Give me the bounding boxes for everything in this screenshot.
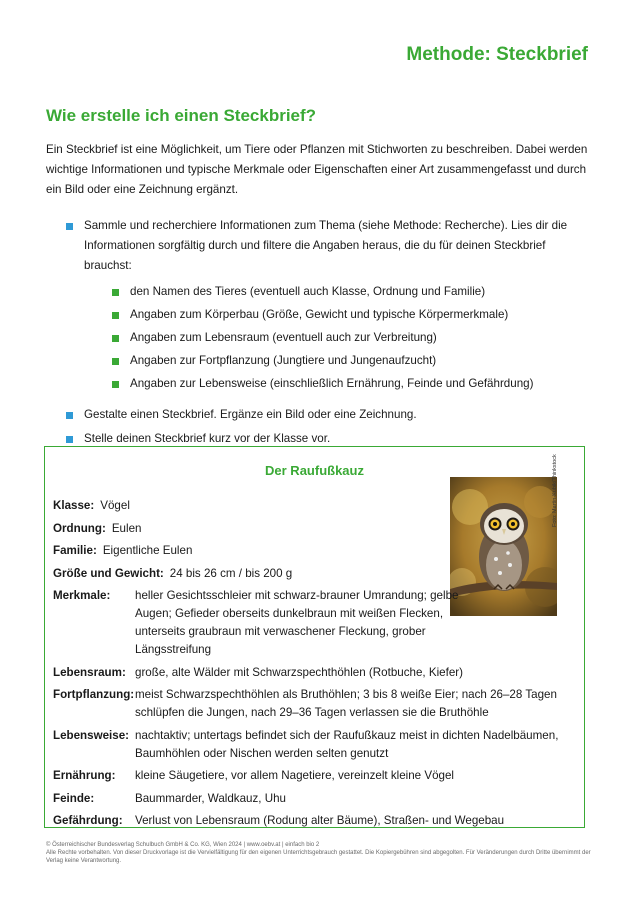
profile-value: Baummarder, Waldkauz, Uhu — [135, 791, 286, 805]
profile-label: Fortpflanzung: — [53, 688, 135, 701]
profile-row — [53, 686, 583, 722]
green-square-bullet-icon — [112, 381, 119, 388]
list-item — [46, 282, 594, 305]
profile-value: Eigentliche Eulen — [102, 544, 193, 557]
steps-list — [46, 216, 594, 449]
profile-label: Ordnung: — [53, 521, 106, 535]
profile-row — [53, 565, 583, 583]
profile-row — [53, 767, 583, 785]
profile-row — [53, 727, 583, 763]
step-text: Sammle und recherchiere Informationen zum Thema (siehe Methode: Recherche). Lies dir die Informationen sorgfältig durch und filtere die Angaben heraus, die du für deinen Steckbrief brauchst: — [84, 219, 568, 272]
footer — [46, 841, 594, 865]
profile-label: Gefährdung: — [53, 814, 123, 827]
profile-value: 24 bis 26 cm / bis 200 g — [169, 566, 293, 580]
list-item — [46, 216, 594, 276]
profile-value: Verlust von Lebensraum (Rodung alter Bäume), Straßen- und Wegebau — [135, 814, 505, 827]
profile-label: Familie: — [53, 544, 97, 557]
step-text: Stelle deinen Steckbrief kurz vor der Klasse vor. — [84, 432, 331, 445]
profile-label: Größe und Gewicht: — [53, 566, 164, 580]
page-header-title: Methode: Steckbrief — [406, 44, 588, 65]
profile-value: Vögel — [100, 499, 130, 512]
green-square-bullet-icon — [112, 312, 119, 319]
profile-value: kleine Säugetiere, vor allem Nagetiere, vereinzelt kleine Vögel — [135, 769, 455, 782]
profile-label: Lebensraum: — [53, 665, 126, 679]
list-item — [46, 374, 594, 397]
green-square-bullet-icon — [112, 335, 119, 342]
profile-label: Klasse: — [53, 499, 95, 512]
green-square-bullet-icon — [112, 358, 119, 365]
footer-copyright: © Österreichischer Bundesverlag Schulbuch GmbH & Co. KG, Wien 2024 | www.oebv.at | einfach bio 2 — [46, 842, 320, 848]
list-item — [46, 405, 594, 425]
profile-card — [44, 446, 585, 828]
profile-row — [53, 497, 583, 515]
profile-facts — [53, 497, 583, 835]
list-item — [46, 305, 594, 328]
profile-label: Merkmale: — [53, 589, 111, 602]
profile-value: meist Schwarzspechthöhlen als Bruthöhlen; 3 bis 8 weiße Eier; nach 26–28 Tagen schlüpfen die Jungen, nach 29–36 Tagen verlassen sie die Bruthöhle — [135, 688, 557, 719]
substep-text: Angaben zum Lebensraum (eventuell auch zur Verbreitung) — [130, 331, 437, 344]
photo-credit: Foto: Martin-Kubik/Thinkstock — [552, 454, 558, 527]
intro-paragraph: Ein Steckbrief ist eine Möglichkeit, um Tiere oder Pflanzen mit Stichworten zu beschreiben. Dabei werden wichtige Informationen und typische Merkmale oder Eigenschaften einer Art zusammengefasst und durch ein Bild oder eine Zeichnung ergänzt. — [46, 143, 588, 196]
profile-row — [53, 790, 583, 808]
profile-title: Der Raufußkauz — [265, 463, 364, 478]
green-square-bullet-icon — [112, 289, 119, 296]
step-text: Gestalte einen Steckbrief. Ergänze ein Bild oder eine Zeichnung. — [84, 408, 417, 421]
blue-square-bullet-icon — [66, 223, 73, 230]
profile-row — [53, 664, 583, 682]
profile-label: Feinde: — [53, 791, 95, 805]
profile-label: Ernährung: — [53, 769, 116, 782]
profile-value: große, alte Wälder mit Schwarzspechthöhlen (Rotbuche, Kiefer) — [135, 665, 463, 679]
profile-value: heller Gesichtsschleier mit schwarz-brauner Umrandung; gelbe Augen; Gefieder oberseits dunkelbraun mit weißen Flecken, unterseits graubraun mit verwaschener Fleckung, grober Längsstreifung — [135, 589, 459, 656]
profile-row — [53, 587, 583, 659]
substep-text: den Namen des Tieres (eventuell auch Klasse, Ordnung und Familie) — [130, 285, 486, 298]
substep-text: Angaben zur Lebensweise (einschließlich Ernährung, Feinde und Gefährdung) — [130, 377, 534, 390]
blue-square-bullet-icon — [66, 436, 73, 443]
blue-square-bullet-icon — [66, 412, 73, 419]
substep-text: Angaben zum Körperbau (Größe, Gewicht und typische Körpermerkmale) — [130, 308, 509, 321]
profile-row — [53, 542, 583, 560]
footer-rights: Alle Rechte vorbehalten. Von dieser Druckvorlage ist die Vervielfältigung für den eigenen Unterrichtsgebrauch gestattet. Die Kopiergebühren sind abgegolten. Für Veränderungen durch Dritte übernimmt der Verlag keine Verantwortung. — [46, 850, 591, 864]
profile-label: Lebensweise: — [53, 728, 130, 742]
profile-value: nachtaktiv; untertags befindet sich der Raufußkauz meist in dichten Nadelbäumen, Baumhöhlen oder Nischen werden selten genutzt — [135, 728, 559, 760]
profile-row — [53, 520, 583, 538]
profile-row — [53, 812, 583, 830]
list-item — [46, 328, 594, 351]
list-item — [46, 351, 594, 374]
substep-text: Angaben zur Fortpflanzung (Jungtiere und Jungenaufzucht) — [130, 354, 437, 367]
profile-value: Eulen — [111, 521, 142, 535]
substeps-list — [46, 282, 594, 397]
section-title: Wie erstelle ich einen Steckbrief? — [46, 106, 317, 125]
